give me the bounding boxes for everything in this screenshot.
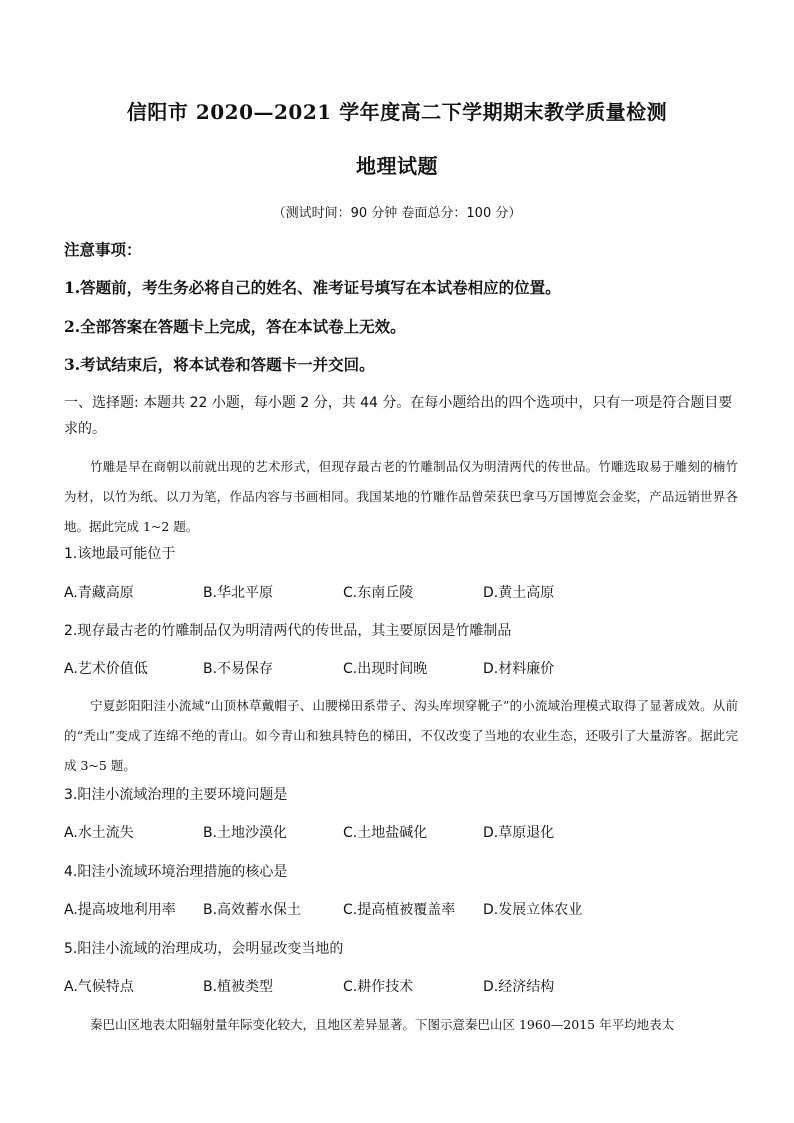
option-d: D.草原退化: [483, 825, 555, 841]
option-b: B.植被类型: [203, 979, 274, 995]
option-a: A.青藏高原: [64, 585, 134, 601]
option-d: D.材料廉价: [483, 661, 555, 677]
option-c: C.提高植被覆盖率: [343, 902, 456, 918]
option-b: B.高效蓄水保土: [203, 902, 302, 918]
note-item: 2.全部答案在答题卡上完成，答在本试卷上无效。: [64, 317, 406, 336]
option-c: C.出现时间晚: [343, 661, 428, 677]
exam-info: （测试时间：90 分钟 卷面总分：100 分）: [272, 206, 522, 221]
question-stem: 1.该地最可能位于: [64, 546, 176, 562]
section-instructions: 一、选择题: 本题共 22 小题，每小题 2 分，共 44 分。在每小题给出的四个选项中，只有一项是符合题目要求的。: [64, 395, 733, 437]
notes-heading: 注意事项：: [64, 240, 142, 259]
question-options: [64, 899, 744, 921]
option-a: A.艺术价值低: [64, 661, 148, 677]
note-item: 3.考试结束后，将本试卷和答题卡一并交回。: [64, 355, 375, 374]
option-d: D.发展立体农业: [483, 902, 583, 918]
question-options: [64, 658, 744, 680]
option-a: A.气候特点: [64, 979, 134, 995]
question-stem: 4.阳洼小流域环境治理措施的核心是: [64, 864, 288, 880]
option-d: D.经济结构: [483, 979, 555, 995]
reading-passage: 宁夏彭阳阳洼小流域“山顶林草戴帽子、山腰梯田系带子、沟头库坝穿靴子”的小流域治理模式取得了显著成效。从前的“秃山”变成了连绵不绝的青山。如今青山和独具特色的梯田，不仅改变了当地的农业生态，还吸引了大量游客。据此完成 3~5 题。: [64, 698, 738, 773]
option-d: D.黄土高原: [483, 585, 555, 601]
subject-title: 地理试题: [356, 154, 438, 178]
question-stem: 3.阳洼小流域治理的主要环境问题是: [64, 787, 288, 803]
option-c: C.东南丘陵: [343, 585, 414, 601]
question-stem: 5.阳洼小流域的治理成功，会明显改变当地的: [64, 941, 344, 957]
option-c: C.耕作技术: [343, 979, 414, 995]
exam-title: 信阳市 2020—2021 学年度高二下学期期末教学质量检测: [126, 100, 668, 124]
question-options: [64, 582, 744, 604]
reading-passage: 竹雕是早在商朝以前就出现的艺术形式，但现存最古老的竹雕制品仅为明清两代的传世品。竹雕选取易于雕刻的楠竹为材，以竹为纸、以刀为笔，作品内容与书画相同。我国某地的竹雕作品曾荣获巴拿马万国博览会金奖，产品远销世界各地。据此完成 1~2 题。: [64, 459, 738, 534]
question-stem: 2.现存最古老的竹雕制品仅为明清两代的传世品，其主要原因是竹雕制品: [64, 623, 512, 639]
option-c: C.土地盐碱化: [343, 825, 428, 841]
option-b: B.土地沙漠化: [203, 825, 288, 841]
question-options: [64, 976, 744, 998]
reading-passage: 秦巴山区地表太阳辐射量年际变化较大，且地区差异显著。下图示意秦巴山区 1960—2015 年平均地表太: [90, 1017, 675, 1032]
option-a: A.水土流失: [64, 825, 134, 841]
question-options: [64, 822, 744, 844]
note-item: 1.答题前，考生务必将自己的姓名、准考证号填写在本试卷相应的位置。: [64, 278, 561, 297]
option-b: B.不易保存: [203, 661, 274, 677]
option-a: A.提高坡地利用率: [64, 902, 176, 918]
option-b: B.华北平原: [203, 585, 274, 601]
